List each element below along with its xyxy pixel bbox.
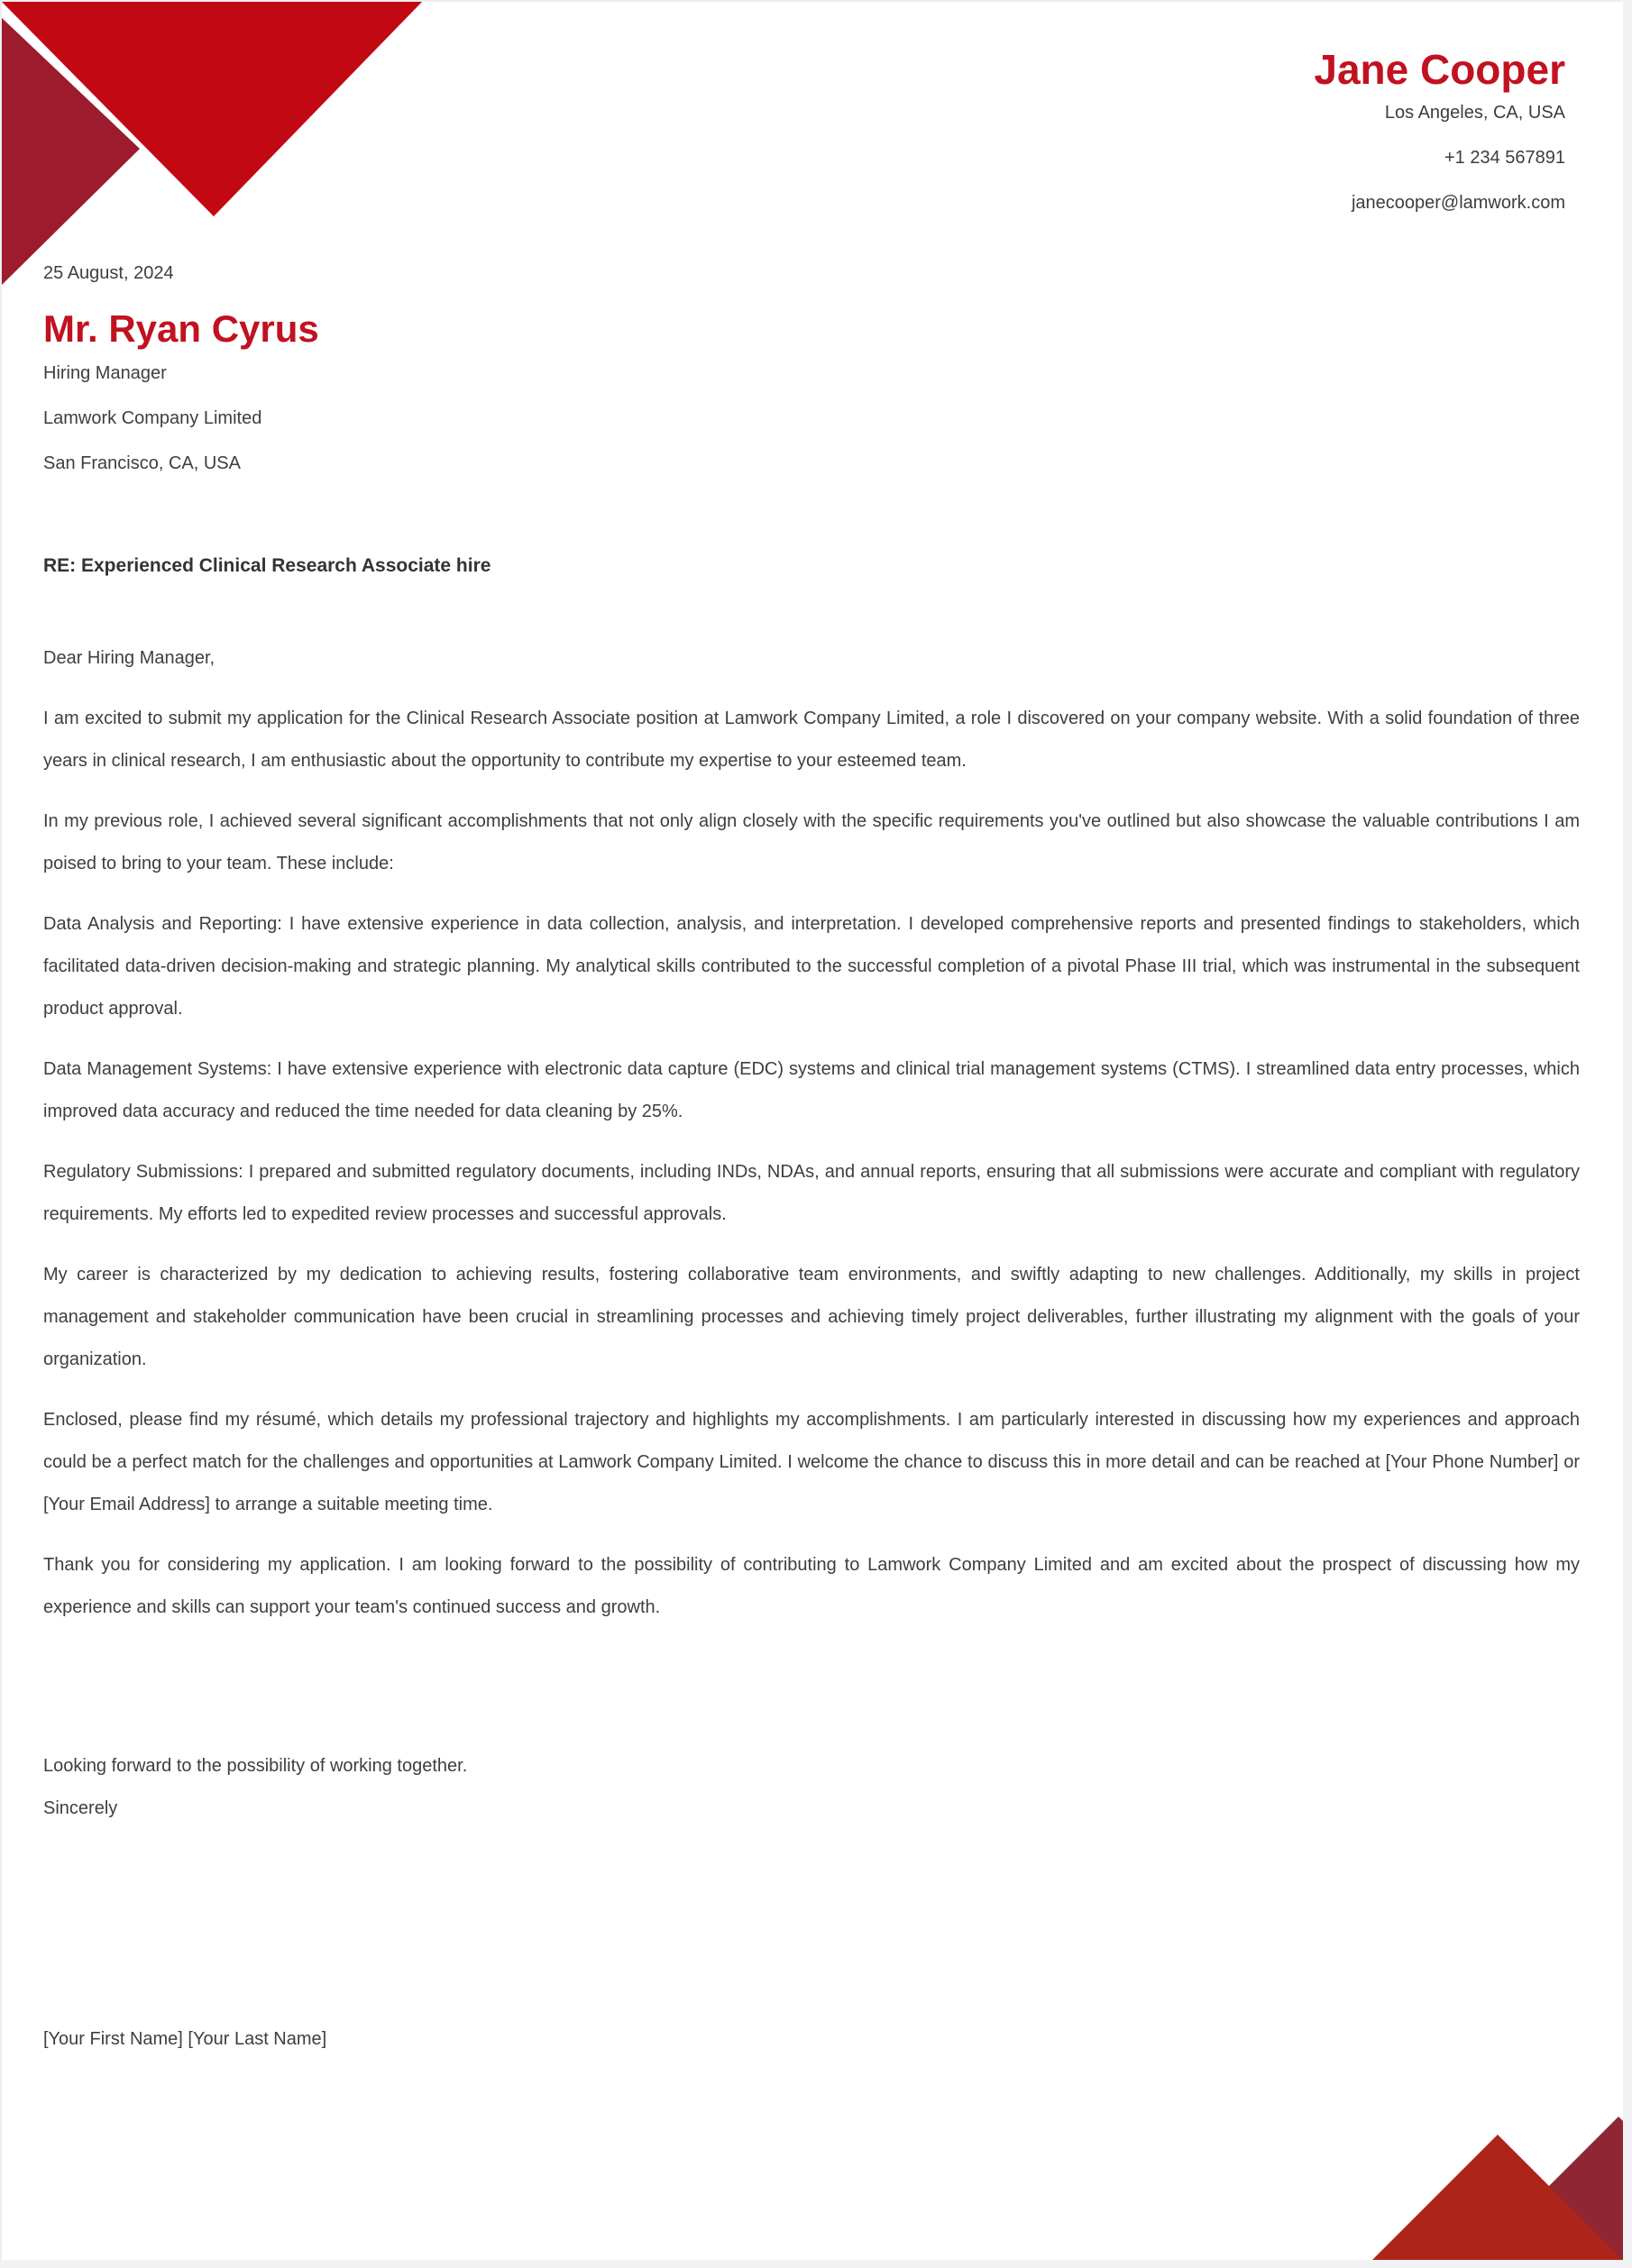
bottom-right-corner-decoration <box>1352 2116 1623 2260</box>
letter-paragraph: Data Analysis and Reporting: I have extensive experience in data collection, analysis, and interpretation. I developed comprehensive reports and presented findings to stakeholders, which facilitated data-driven decision-making and strategic planning. My analytical skills contributed to the successful completion of a pivotal Phase III trial, which was instrumental in the subsequent product approval. <box>43 914 1580 1019</box>
sender-header <box>2 2 1623 225</box>
letter-paragraph: Data Management Systems: I have extensive experience with electronic data capture (EDC) systems and clinical trial management systems (CTMS). I streamlined data entry processes, which improved data accuracy and reduced the time needed for data cleaning by 25%. <box>43 1059 1580 1121</box>
sender-location: Los Angeles, CA, USA <box>1384 103 1565 123</box>
sender-email: janecooper@lamwork.com <box>1351 193 1565 213</box>
letter-paragraph: My career is characterized by my dedication to achieving results, fostering collaborative team environments, and swiftly adapting to new challenges. Additionally, my skills in project management and stakeholder communication have been crucial in streamlining processes and achieving timely project deliverables, further illustrating my alignment with the goals of your organization. <box>43 1265 1580 1369</box>
letter-paragraph: Thank you for considering my application. I am looking forward to the possibility of contributing to Lamwork Company Limited and am excited about the prospect of discussing how my experience and skills can support your team's continued success and growth. <box>43 1555 1580 1617</box>
sender-phone: +1 234 567891 <box>1444 148 1565 168</box>
closing-line: Looking forward to the possibility of working together. <box>43 1756 468 1776</box>
subject-line: RE: Experienced Clinical Research Associate hire <box>43 555 491 576</box>
closing-salutation: Sincerely <box>43 1798 118 1818</box>
letter-date: 25 August, 2024 <box>43 263 174 283</box>
signature-placeholder: [Your First Name] [Your Last Name] <box>43 2029 327 2049</box>
letter-body <box>43 698 1580 1629</box>
letter-paragraph: In my previous role, I achieved several significant accomplishments that not only align closely with the specific requirements you've outlined but also showcase the valuable contributions I am poised to bring to your team. These include: <box>43 811 1580 873</box>
letter-paragraph: I am excited to submit my application for the Clinical Research Associate position at Lamwork Company Limited, a role I discovered on your company website. With a solid foundation of three years in clinical research, I am enthusiastic about the opportunity to contribute my expertise to your esteemed team. <box>43 709 1580 771</box>
sender-name: Jane Cooper <box>1314 46 1565 93</box>
recipient-title: Hiring Manager <box>43 363 167 383</box>
letter-content <box>2 262 1623 2061</box>
recipient-name: Mr. Ryan Cyrus <box>43 307 319 350</box>
salutation: Dear Hiring Manager, <box>43 648 215 668</box>
letter-paragraph: Enclosed, please find my résumé, which details my professional trajectory and highlights my accomplishments. I am particularly interested in discussing how my experiences and approach could be a perfect match for the challenges and opportunities at Lamwork Company Limited. I welcome the chance to discuss this in more detail and can be reached at [Your Phone Number] or [Your Email Address] to arrange a suitable meeting time. <box>43 1410 1580 1514</box>
letter-paragraph: Regulatory Submissions: I prepared and submitted regulatory documents, including INDs, NDAs, and annual reports, ensuring that all submissions were accurate and compliant with regulatory requirements. My efforts led to expedited review processes and successful approvals. <box>43 1162 1580 1224</box>
recipient-company: Lamwork Company Limited <box>43 408 262 428</box>
recipient-location: San Francisco, CA, USA <box>43 453 241 473</box>
